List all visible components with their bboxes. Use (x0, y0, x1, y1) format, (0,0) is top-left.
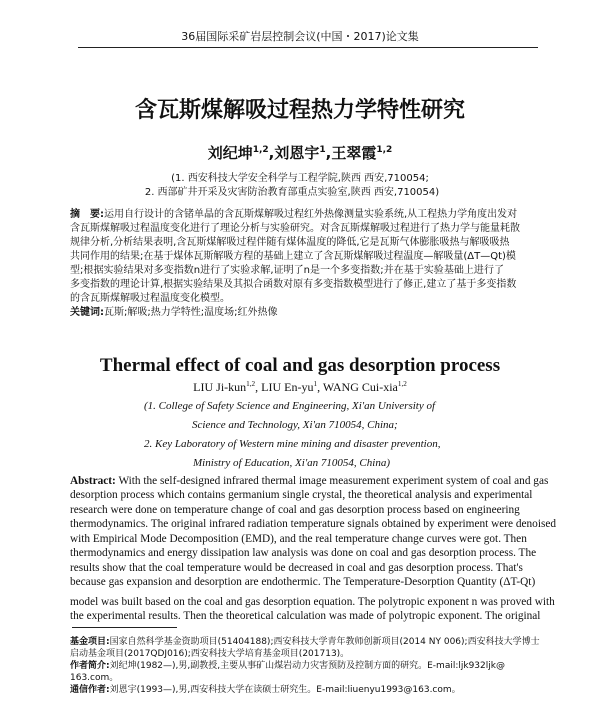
footnote-label: 通信作者: (70, 685, 110, 695)
footnote-label: 作者简介: (70, 661, 110, 671)
footnote-rule (72, 627, 177, 628)
author-sup: 1,2 (246, 380, 256, 388)
affiliation-en: Science and Technology, Xi'an 710054, China; (192, 419, 398, 431)
footnote-label: 基金项目: (70, 637, 110, 647)
title-zh: 含瓦斯煤解吸过程热力学特性研究 (134, 97, 465, 123)
authors-en: LIU Ji-kun$^{1,2}$, LIU $En-yu^1$, WANG Cui-xia$^{1,2}$ (193, 380, 407, 394)
author: LIU Ji-kun (193, 380, 247, 394)
abstract-en-line: model was built based on the coal and gas desorption equation. The polytropic exponent n was proved with (70, 596, 555, 608)
author: 王翠霞 (331, 144, 377, 162)
author-sup: 1,2 (252, 145, 269, 155)
abstract-en-line: research were done on temperature change of coal and gas desorption process based on engineering (70, 504, 520, 516)
title-en: Thermal effect of coal and gas desorption process (99, 355, 501, 376)
line-text: 运用自行设计的含锗单晶的含瓦斯煤解吸过程红外热像测量实验系统,从工程热力学角度出发对 (104, 209, 518, 220)
abstract-zh-line: 规律分析,分析结果表明,含瓦斯煤解吸过程伴随有煤体温度的降低,它是瓦斯气体膨胀吸热与解吸吸热 (70, 237, 510, 248)
abstract-zh-label: 摘 要: (70, 209, 104, 220)
footnote-line (70, 637, 540, 648)
footnote-line: 163.com。 (70, 673, 119, 683)
header-rule (78, 47, 538, 48)
authors-zh: 刘纪坤$^{1,2}$,刘恩宇$^1$,王翠霞$^{1,2}$ (207, 144, 393, 162)
footnote-text: 国家自然科学基金资助项目(51404188);西安科技大学青年教师创新项目(2014 NY 006);西安科技大学博士 (109, 637, 540, 647)
affiliation-zh: 2. 西部矿井开采及灾害防治教育部重点实验室,陕西 西安,710054) (144, 187, 440, 198)
abstract-en-label: Abstract: (70, 475, 116, 487)
abstract-zh-line: 共同作用的结果;在基于煤体瓦斯解吸方程的基础上建立了含瓦斯煤解吸过程温度—解吸量(ΔT—Qt)模 (70, 251, 516, 262)
author: LIU En-yu (261, 380, 314, 394)
footnote-text: 刘恩宇(1993—),男,西安科技大学在读硕士研究生。E-mail:liuenyu1993@163.com。 (109, 685, 461, 695)
affiliation-en: (1. College of Safety Science and Engineering, Xi'an University of (144, 400, 436, 412)
abstract-zh-line: 含瓦斯煤解吸过程温度变化进行了理论分析与实验研究。对含瓦斯煤解吸过程进行了热力学与能量耗散 (70, 223, 520, 234)
abstract-en-line (70, 475, 549, 488)
footnote-line (70, 685, 504, 696)
abstract-en-line: desorption process which contains germanium single crystal, the theoretical analysis and experimental (70, 489, 533, 501)
author-sup: 1 (313, 380, 318, 388)
abstract-en-line: with Empirical Mode Decomposition (EMD), and the real temperature change curves were got. Then (70, 533, 527, 545)
footnote-line (70, 661, 504, 672)
footnote-text: 刘纪坤(1982—),男,副教授,主要从事矿山煤岩动力灾害预防及控制方面的研究。E-mail:ljk932ljk@ (109, 661, 505, 671)
affiliation-zh: (1. 西安科技大学安全科学与工程学院,陕西 西安,710054; (171, 173, 429, 184)
running-header: 36届国际采矿岩层控制会议(中国・2017)论文集 (181, 30, 419, 43)
author: 刘纪坤 (207, 144, 253, 162)
abstract-zh-line (70, 209, 518, 221)
abstract-en-line: the experimental results. Then the theoretical calculation was made of polytropic exponent. The original (70, 610, 541, 622)
author-sup: 1,2 (376, 145, 393, 155)
abstract-zh-line: 多变指数的理论计算,根据实验结果及其拟合函数对原有多变指数模型进行了修正,建立了基于多变指数 (70, 279, 517, 290)
keywords-text: 瓦斯;解吸;热力学特性;温度场;红外热像 (104, 307, 278, 318)
keywords-label: 关键词: (70, 307, 104, 318)
abstract-en-line: results show that the coal temperature would be decreased in coal and gas desorption process. That's (70, 562, 523, 574)
author: 刘恩宇 (274, 144, 320, 162)
footnote-line: 启动基金项目(2017QDJ016);西安科技大学培育基金项目(201713)。 (70, 649, 350, 659)
author-sup: 1 (319, 145, 326, 155)
author-sup: 1,2 (397, 380, 407, 388)
abstract-en-line: thermodynamics and energy dissipation law analysis was done on coal and gas desorption process. The (70, 547, 537, 559)
affiliation-en: 2. Key Laboratory of Western mine mining and disaster prevention, (144, 438, 441, 450)
author: WANG Cui-xia (322, 380, 398, 394)
line-text: With the self-designed infrared thermal image measurement experiment system of coal and gas (118, 475, 549, 487)
abstract-zh-line: 的含瓦斯煤解吸过程温度变化模型。 (70, 293, 230, 304)
abstract-en-line: because gas expansion and desorption are endothermic. The Temperature-Desorption Quantity (ΔT-Qt) (70, 576, 536, 588)
abstract-en-line: thermodynamics. The original infrared radiation temperature signals obtained by experiment were denoised (70, 518, 557, 530)
abstract-zh-line: 型;根据实验结果对多变指数n进行了实验求解,证明了n是一个多变指数;并在基于实验基础上进行了 (70, 265, 504, 276)
keywords-zh (70, 307, 504, 319)
affiliation-en: Ministry of Education, Xi'an 710054, China) (193, 457, 390, 469)
